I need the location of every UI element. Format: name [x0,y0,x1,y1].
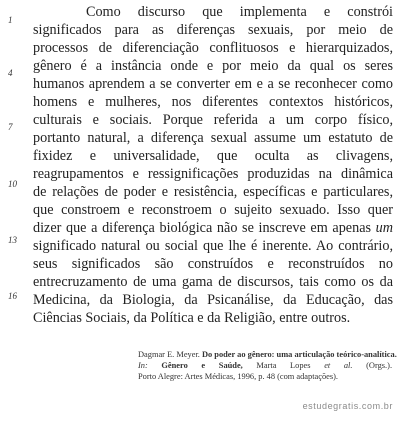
text-line: fixidez e universalidade, que oculta as clivagens, [33,148,393,164]
text-line: significado natural ou social que lhe é inerente. Ao contrário, [33,238,393,254]
emphasized-word: um [375,220,393,236]
text-line: que constroem e reconstroem o sujeito sexuado. Isso quer [33,202,393,218]
text-line: gênero é a instância onde e por meio da qual os seres [33,58,393,74]
text-line-with-emphasis [33,220,393,237]
reference-in-label: In: [138,361,148,370]
text-line: significados para as diferenças sexuais, por meio de [33,22,393,38]
reference-org: (Orgs.). [366,361,393,370]
text-line: Ciências Sociais, da Política e da Religião, entre outros. [33,310,351,326]
site-watermark: estudegratis.com.br [302,401,393,411]
line-number: 4 [8,68,13,78]
source-reference [138,349,397,382]
line-number: 13 [8,235,17,245]
reference-line [138,360,392,371]
line-number: 16 [8,291,17,301]
text-line: portanto natural, a diferença sexual assume um estatuto de [33,130,393,146]
reference-et-al: et al. [324,361,353,370]
reference-publisher: Porto Alegre: Artes Médicas, 1996, p. 48 (com adaptações). [138,372,339,381]
reference-book: Gênero e Saúde, [161,361,243,370]
text-line-segment: dizer que a diferença biológica não se inscreve em apenas [33,220,376,236]
text-line: culturais e sociais. Porque referida a um corpo físico, [33,112,393,128]
text-line: Como discurso que implementa e constrói [86,4,393,20]
line-number: 10 [8,179,17,189]
text-line: homens e mulheres, nos diferentes contextos históricos, [33,94,393,110]
text-line: processos de diferenciação conflituosos e hierarquizados, [33,40,393,56]
text-line: de relações de poder e resistência, específicas e particulares, [33,184,393,200]
text-line: humanos aprendem a se converter em e a se reconhecer como [33,76,393,92]
text-line: entrecruzamento de uma gama de discursos, tais como os da [33,274,393,290]
reference-author: Dagmar E. Meyer. [138,350,200,359]
reference-title: Do poder ao gênero: uma articulação teórico-analítica. [201,350,397,359]
text-line: Medicina, da Biologia, da Psicanálise, da Educação, das [33,292,393,308]
line-number: 1 [8,15,13,25]
text-line: reagrupamentos e ressignificações produzidas na dinâmica [33,166,393,182]
text-line: seus significados são construídos e reconstruídos no [33,256,393,272]
reference-line [138,349,397,360]
line-number: 7 [8,122,13,132]
reference-editors: Marta Lopes [256,361,311,370]
